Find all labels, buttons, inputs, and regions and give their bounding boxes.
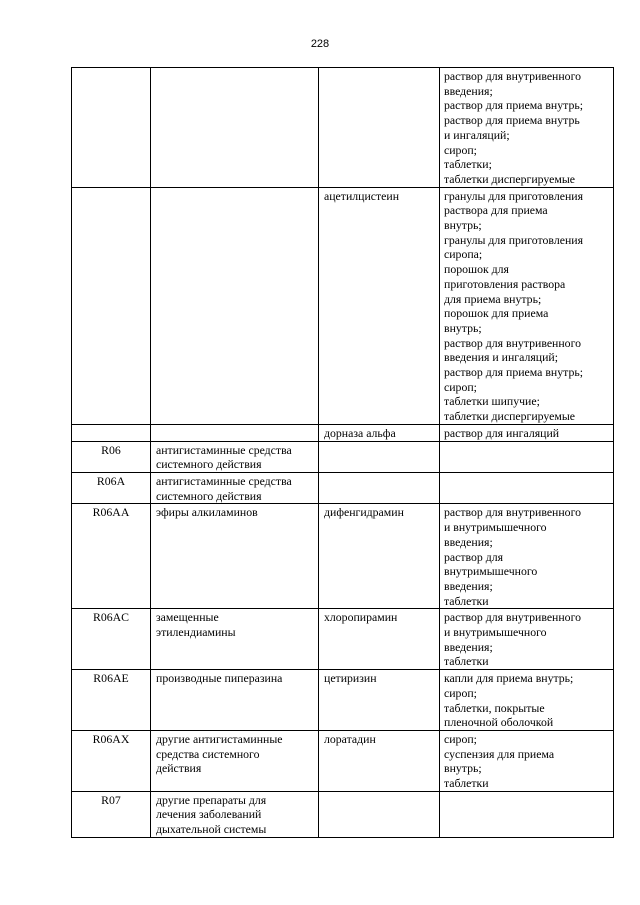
anatomic-therapeutic-group-cell xyxy=(151,730,319,791)
dosage-form-line: таблетки диспергируемые xyxy=(444,171,576,186)
atc-code-cell: R06A xyxy=(72,472,151,503)
dosage-forms-cell xyxy=(440,670,614,731)
group-name-line: дыхательной системы xyxy=(156,822,267,837)
dosage-forms-cell xyxy=(440,504,614,609)
dosage-form-line: порошок для приема xyxy=(444,306,549,321)
group-name-line: другие антигистаминные xyxy=(156,731,283,746)
dosage-forms-cell xyxy=(440,441,614,472)
atc-code-cell: R06 xyxy=(72,441,151,472)
dosage-form-line: введения; xyxy=(444,578,493,593)
dosage-form-line: введения; xyxy=(444,83,493,98)
dosage-form-line: сироп; xyxy=(444,731,477,746)
anatomic-therapeutic-group-cell xyxy=(151,791,319,837)
table-row xyxy=(72,670,614,731)
atc-code-cell: R06AC xyxy=(72,609,151,670)
substance-cell xyxy=(319,441,440,472)
dosage-form-line: таблетки диспергируемые xyxy=(444,409,576,424)
dosage-form-line: и внутримышечного xyxy=(444,520,547,535)
group-name-line: лечения заболеваний xyxy=(156,807,262,822)
anatomic-therapeutic-group-cell xyxy=(151,504,319,609)
atc-code-cell xyxy=(72,68,151,188)
dosage-form-line: внутрь; xyxy=(444,218,482,233)
substance-cell xyxy=(319,791,440,837)
dosage-form-line: раствор для приема внутрь; xyxy=(444,98,583,113)
anatomic-therapeutic-group-cell xyxy=(151,670,319,731)
group-name-line: системного действия xyxy=(156,457,262,472)
dosage-form-line: введения; xyxy=(444,534,493,549)
table-row xyxy=(72,424,614,441)
anatomic-therapeutic-group-cell xyxy=(151,441,319,472)
dosage-form-line: сироп; xyxy=(444,379,477,394)
table-row xyxy=(72,187,614,424)
dosage-form-line: таблетки xyxy=(444,776,489,791)
dosage-form-line: раствор для внутривенного xyxy=(444,335,582,350)
substance-cell: цетиризин xyxy=(319,670,440,731)
dosage-form-line: внутримышечного xyxy=(444,564,538,579)
anatomic-therapeutic-group-cell xyxy=(151,609,319,670)
dosage-form-line: порошок для xyxy=(444,262,509,277)
substance-cell: дифенгидрамин xyxy=(319,504,440,609)
atc-code-cell xyxy=(72,424,151,441)
dosage-form-line: сироп; xyxy=(444,685,477,700)
group-name-line: производные пиперазина xyxy=(156,671,283,686)
group-name-line: антигистаминные средства xyxy=(156,442,292,457)
atc-code-cell: R06AE xyxy=(72,670,151,731)
dosage-forms-cell xyxy=(440,609,614,670)
dosage-form-line: таблетки xyxy=(444,593,489,608)
group-name-line: средства системного xyxy=(156,746,260,761)
dosage-form-line: раствор для приема внутрь xyxy=(444,113,580,128)
dosage-form-line: раствор для приема внутрь; xyxy=(444,365,583,380)
dosage-form-line: гранулы для приготовления xyxy=(444,232,583,247)
dosage-form-line: капли для приема внутрь; xyxy=(444,671,574,686)
dosage-forms-cell xyxy=(440,472,614,503)
anatomic-therapeutic-group-cell xyxy=(151,68,319,188)
table-row xyxy=(72,68,614,188)
table-row xyxy=(72,504,614,609)
table-row xyxy=(72,791,614,837)
dosage-form-line: и ингаляций; xyxy=(444,127,510,142)
table-row xyxy=(72,730,614,791)
dosage-forms-cell xyxy=(440,187,614,424)
dosage-form-line: раствор для ингаляций xyxy=(444,425,560,440)
substance-cell xyxy=(319,68,440,188)
dosage-forms-cell xyxy=(440,730,614,791)
dosage-form-line: таблетки, покрытые xyxy=(444,700,545,715)
group-name-line: этилендиамины xyxy=(156,625,236,640)
dosage-form-line: введения и ингаляций; xyxy=(444,350,558,365)
dosage-form-line: гранулы для приготовления xyxy=(444,188,583,203)
dosage-forms-cell xyxy=(440,68,614,188)
anatomic-therapeutic-group-cell xyxy=(151,187,319,424)
dosage-form-line: раствор для xyxy=(444,549,504,564)
dosage-form-line: сиропа; xyxy=(444,247,483,262)
table-row xyxy=(72,441,614,472)
dosage-forms-cell xyxy=(440,791,614,837)
dosage-form-line: сироп; xyxy=(444,142,477,157)
substance-cell: дорназа альфа xyxy=(319,424,440,441)
substance-cell: хлоропирамин xyxy=(319,609,440,670)
atc-code-cell: R07 xyxy=(72,791,151,837)
dosage-form-line: приготовления раствора xyxy=(444,276,566,291)
table-row xyxy=(72,609,614,670)
table-row xyxy=(72,472,614,503)
dosage-form-line: пленочной оболочкой xyxy=(444,715,554,730)
substance-cell: лоратадин xyxy=(319,730,440,791)
group-name-line: действия xyxy=(156,761,202,776)
dosage-form-line: суспензия для приема xyxy=(444,746,555,761)
group-name-line: эфиры алкиламинов xyxy=(156,505,258,520)
drug-table xyxy=(71,67,614,838)
group-name-line: антигистаминные средства xyxy=(156,473,292,488)
atc-code-cell xyxy=(72,187,151,424)
dosage-form-line: внутрь; xyxy=(444,761,482,776)
dosage-form-line: таблетки; xyxy=(444,157,492,172)
dosage-form-line: раствор для внутривенного xyxy=(444,610,582,625)
anatomic-therapeutic-group-cell xyxy=(151,424,319,441)
group-name-line: замещенные xyxy=(156,610,219,625)
substance-cell xyxy=(319,472,440,503)
atc-code-cell: R06AX xyxy=(72,730,151,791)
dosage-form-line: внутрь; xyxy=(444,320,482,335)
dosage-form-line: и внутримышечного xyxy=(444,625,547,640)
dosage-form-line: раствора для приема xyxy=(444,203,548,218)
dosage-form-line: введения; xyxy=(444,639,493,654)
dosage-form-line: раствор для внутривенного xyxy=(444,69,582,83)
dosage-form-line: таблетки шипучие; xyxy=(444,394,540,409)
atc-code-cell: R06AA xyxy=(72,504,151,609)
group-name-line: другие препараты для xyxy=(156,792,267,807)
page-number: 228 xyxy=(310,38,330,50)
substance-cell: ацетилцистеин xyxy=(319,187,440,424)
anatomic-therapeutic-group-cell xyxy=(151,472,319,503)
table-body xyxy=(72,68,614,838)
group-name-line: системного действия xyxy=(156,488,262,503)
dosage-forms-cell xyxy=(440,424,614,441)
dosage-form-line: раствор для внутривенного xyxy=(444,505,582,520)
dosage-form-line: для приема внутрь; xyxy=(444,291,542,306)
dosage-form-line: таблетки xyxy=(444,654,489,669)
